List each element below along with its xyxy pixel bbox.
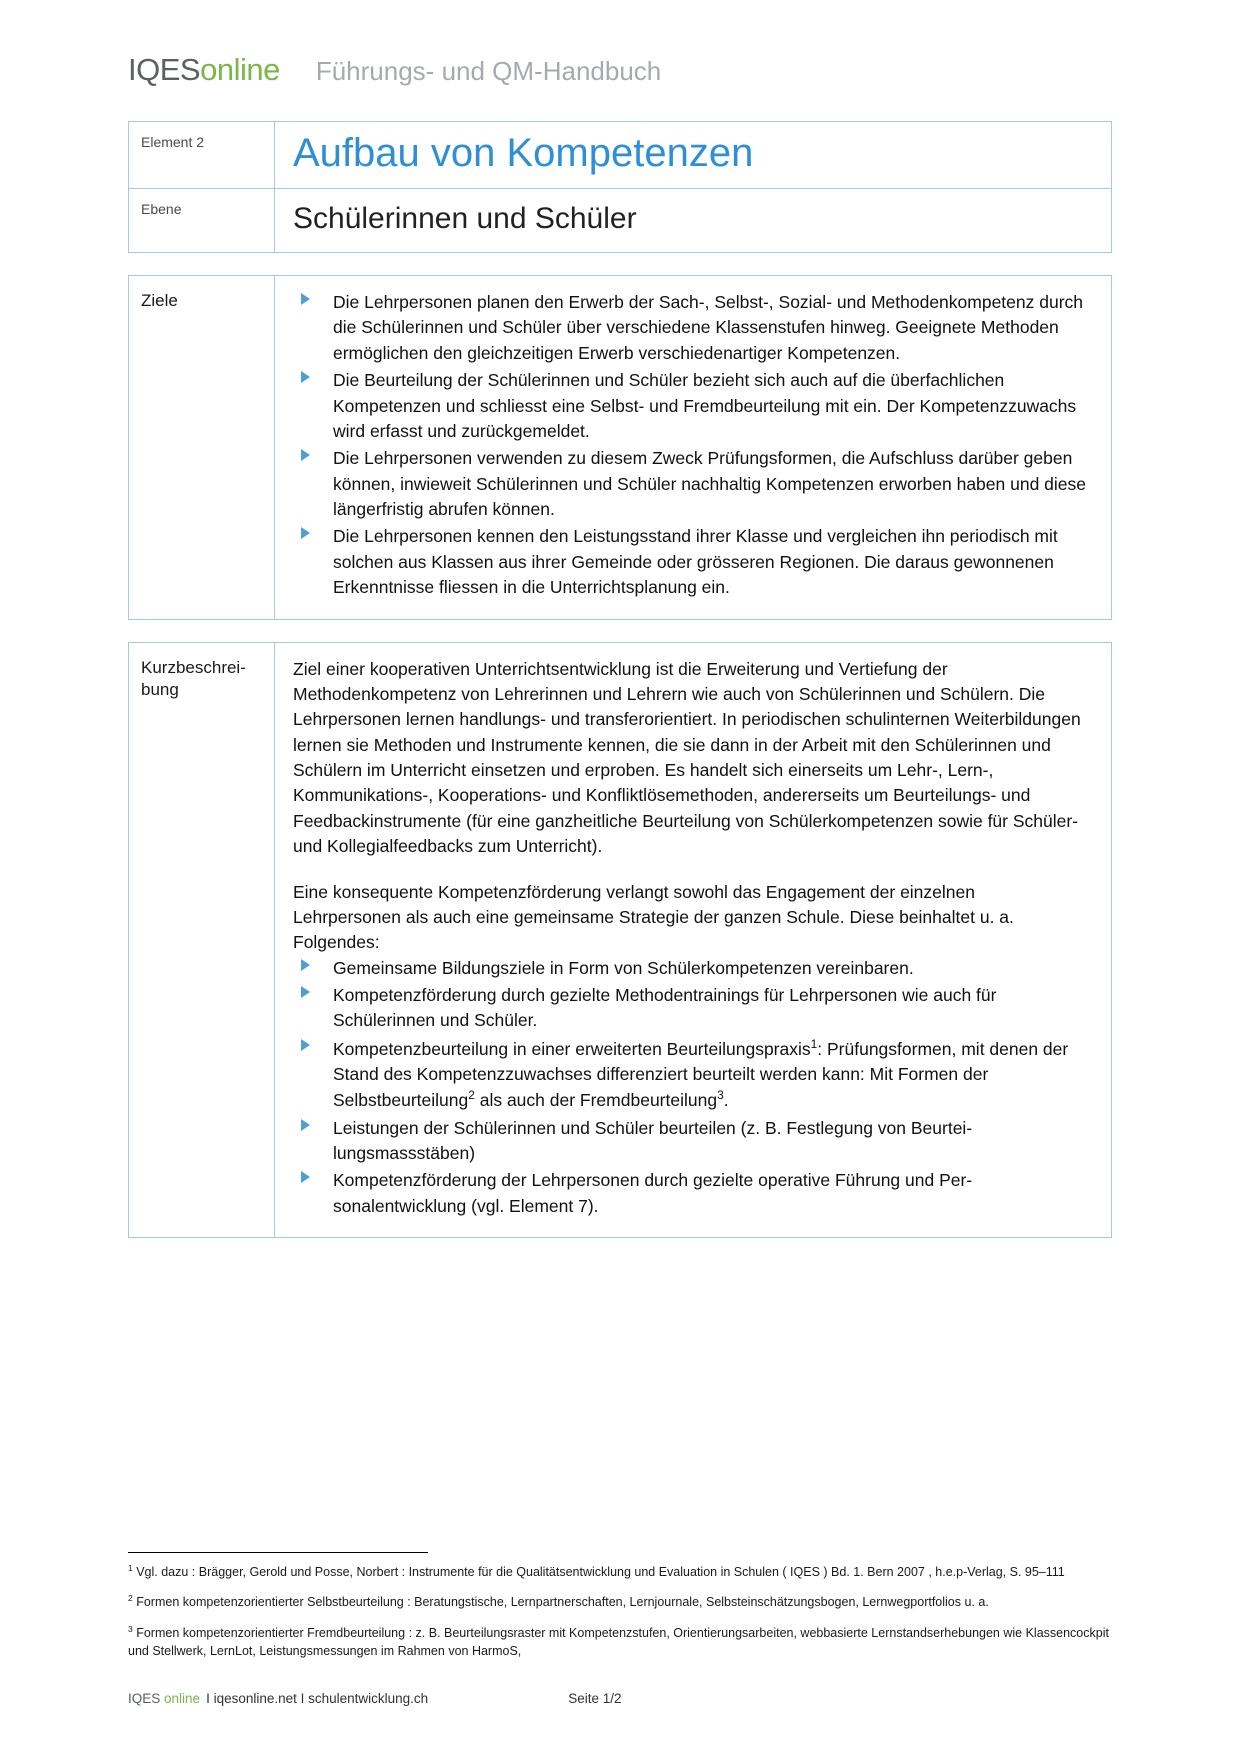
bullet-triangle-icon xyxy=(301,293,310,305)
list-item xyxy=(293,524,1087,600)
footnote-marker: 1 xyxy=(128,1562,133,1573)
footnote-marker: 2 xyxy=(128,1593,133,1604)
bullet-triangle-icon xyxy=(301,1039,310,1051)
ebene-value: Schülerinnen und Schüler xyxy=(293,202,637,235)
list-item xyxy=(293,983,1087,1034)
footnote-marker: 3 xyxy=(128,1623,133,1634)
list-item-text: Kompetenzförderung durch gezielte Methodentrainings für Lehrpersonen wie auch für Schülerinnen und Schüler. xyxy=(333,985,997,1031)
list-item-text: Die Lehrpersonen verwenden zu diesem Zweck Prüfungsformen, die Aufschluss darüber geben können, inwieweit Schülerinnen und Schüler nachhaltig Kompetenzen erworben haben und diese längerfristig abrufen können. xyxy=(333,448,1087,519)
bullet-triangle-icon xyxy=(301,371,310,383)
footnote xyxy=(128,1593,1112,1612)
kurzbeschreibung-paragraph-2: Eine konsequente Kompetenzförderung verlangt sowohl das Engagement der einzelnen Lehrpersonen als auch eine gemeinsame Strategie der ganzen Schule. Diese beinhaltet u. a. Folgendes: xyxy=(293,881,1014,953)
list-item-text: Die Beurteilung der Schülerinnen und Schüler bezieht sich auch auf die überfachlichen Kompetenzen und schliesst eine Selbst- und Fremdbeurteilung mit ein. Der Kompetenzzuwachs wird erfasst und zurückgemeldet. xyxy=(333,370,1077,441)
list-item-text: Leistungen der Schülerinnen und Schüler beurteilen (z. B. Festlegung von Beurteilungsmassstäben) xyxy=(333,1117,973,1163)
list-item xyxy=(293,956,1087,981)
logo-iqes-text: IQES xyxy=(128,52,201,87)
ebene-value-cell xyxy=(275,189,637,252)
kurzbeschreibung-paragraph-1: Ziel einer kooperativen Unterrichtsentwicklung ist die Erweiterung und Vertiefung der Methodenkompetenz von Lehrerinnen und Lehrern wie auch von Schülerinnen und Schülern. Die Lehrpersonen lernen handlungs- und transferorientiert. In periodischen schulinternen Weiterbildungen lernen sie Methoden und Instrumente kennen, die sie dann in der Arbeit mit den Schülerinnen und Schülern im Unterricht einsetzen und erproben. Es handelt sich einerseits um Lehr-, Lern-, Kommunikations-, Kooperations- und Konfliktlösemethoden, andererseits um Beurteilungs- und Feedbackinstrumente (für eine ganzheitliche Beurteilung von Schülerkompetenzen sowie für Schüler- und Kollegialfeedbacks zum Unterricht). xyxy=(293,658,1081,857)
list-item-text: Kompetenzförderung der Lehrpersonen durch gezielte operative Führung und Personalentwicklung (vgl. Element 7). xyxy=(333,1170,973,1216)
list-item xyxy=(293,290,1087,366)
list-item xyxy=(293,368,1087,444)
footer-links[interactable]: I iqesonline.net I schulentwicklung.ch xyxy=(206,1691,429,1706)
footer-online-text: online xyxy=(164,1691,201,1706)
footnote xyxy=(128,1624,1112,1660)
footnote xyxy=(128,1563,1112,1582)
ziele-box xyxy=(128,275,1112,620)
list-item xyxy=(293,446,1087,522)
bullet-triangle-icon xyxy=(301,1119,310,1131)
list-item-text-2: : Prüfungsformen, mit denen der Stand des Kompetenzzuwachses differenziert beurteilt werden kann: Mit Formen der Selbstbeurteilung xyxy=(333,1038,1069,1111)
list-item-text: Gemeinsame Bildungsziele in Form von Schülerkompetenzen vereinbaren. xyxy=(333,957,914,978)
list-item xyxy=(293,1168,1087,1219)
page-title: Aufbau von Kompetenzen xyxy=(293,131,754,175)
list-item-text-3: als auch der Fremdbeurteilung xyxy=(474,1090,718,1111)
footnote-ref-2: 2 xyxy=(468,1088,475,1103)
list-item xyxy=(293,1036,1087,1114)
list-item-text-4: . xyxy=(723,1090,729,1111)
kurzbeschreibung-label: Kurzbeschreibung xyxy=(129,643,275,1238)
list-item-text: Die Lehrpersonen kennen den Leistungsstand ihrer Klasse und vergleichen ihn periodisch mit solchen aus Klassen aus ihrer Gemeinde oder grösseren Regionen. Die daraus gewonnenen Erkenntnisse fliessen in die Unterrichtsplanung ein. xyxy=(333,526,1058,598)
footnote-ref-1: 1 xyxy=(810,1036,818,1051)
footnote-separator xyxy=(128,1552,428,1553)
bullet-triangle-icon xyxy=(301,449,310,461)
footnote-text: Formen kompetenzorientierter Fremdbeurteilung : z. B. Beurteilungsraster mit Kompetenzstufen, Orientierungsarbeiten, webbasierte Lernstandserhebungen wie Klassencockpit und Stellwerk, LernLot, Leistungsmessungen im Rahmen von HarmoS, xyxy=(128,1626,1109,1658)
title-row-ebene xyxy=(129,189,1111,253)
iqes-logo xyxy=(128,52,280,88)
ziele-body xyxy=(275,276,1111,619)
list-item-text: Die Lehrpersonen planen den Erwerb der Sach-, Selbst-, Sozial- und Methodenkompetenz durch die Schülerinnen und Schüler über verschiedene Klassenstufen hinweg. Geeignete Methoden ermöglichen den gleichzeitigen Erwerb verschiedenartiger Kompetenzen. xyxy=(333,292,1084,363)
ebene-label: Ebene xyxy=(129,189,275,252)
footnote-text: Vgl. dazu : Brägger, Gerold und Posse, Norbert : Instrumente für die Qualitätsentwicklung und Evaluation in Schulen ( IQES ) Bd. 1. Bern 2007 , h.e.p-Verlag, S. 95–111 xyxy=(136,1564,1065,1579)
footnote-text: Formen kompetenzorientierter Selbstbeurteilung : Beratungstische, Lernpartnerschaften, Lernjournale, Selbsteinschätzungsbogen, Lernwegportfolios u. a. xyxy=(136,1595,989,1610)
footer-page-number: Seite 1/2 xyxy=(568,1691,622,1706)
kurzbeschreibung-body xyxy=(275,643,1111,1238)
list-item xyxy=(293,1116,1087,1167)
logo-online-text: online xyxy=(200,52,280,87)
page-footer xyxy=(128,1691,1112,1706)
title-block xyxy=(128,121,1112,253)
ziele-list xyxy=(293,290,1087,601)
kurzbeschreibung-box xyxy=(128,642,1112,1239)
bullet-triangle-icon xyxy=(301,527,310,539)
footnote-ref-3: 3 xyxy=(717,1088,724,1103)
element-title-cell xyxy=(275,122,753,188)
element-label: Element 2 xyxy=(129,122,275,188)
title-row-element xyxy=(129,122,1111,189)
footer-iqes-text: IQES xyxy=(128,1691,161,1706)
page-header xyxy=(0,0,1240,88)
list-item-text: Kompetenzbeurteilung in einer erweiterten Beurteilungspraxis xyxy=(333,1038,811,1059)
footnotes-section xyxy=(128,1552,1112,1672)
header-title: Führungs- und QM-Handbuch xyxy=(315,56,662,86)
bullet-triangle-icon xyxy=(301,1171,310,1183)
kurzbeschreibung-list xyxy=(293,956,1087,1219)
bullet-triangle-icon xyxy=(301,959,310,971)
ziele-label: Ziele xyxy=(129,276,275,619)
bullet-triangle-icon xyxy=(301,986,310,998)
